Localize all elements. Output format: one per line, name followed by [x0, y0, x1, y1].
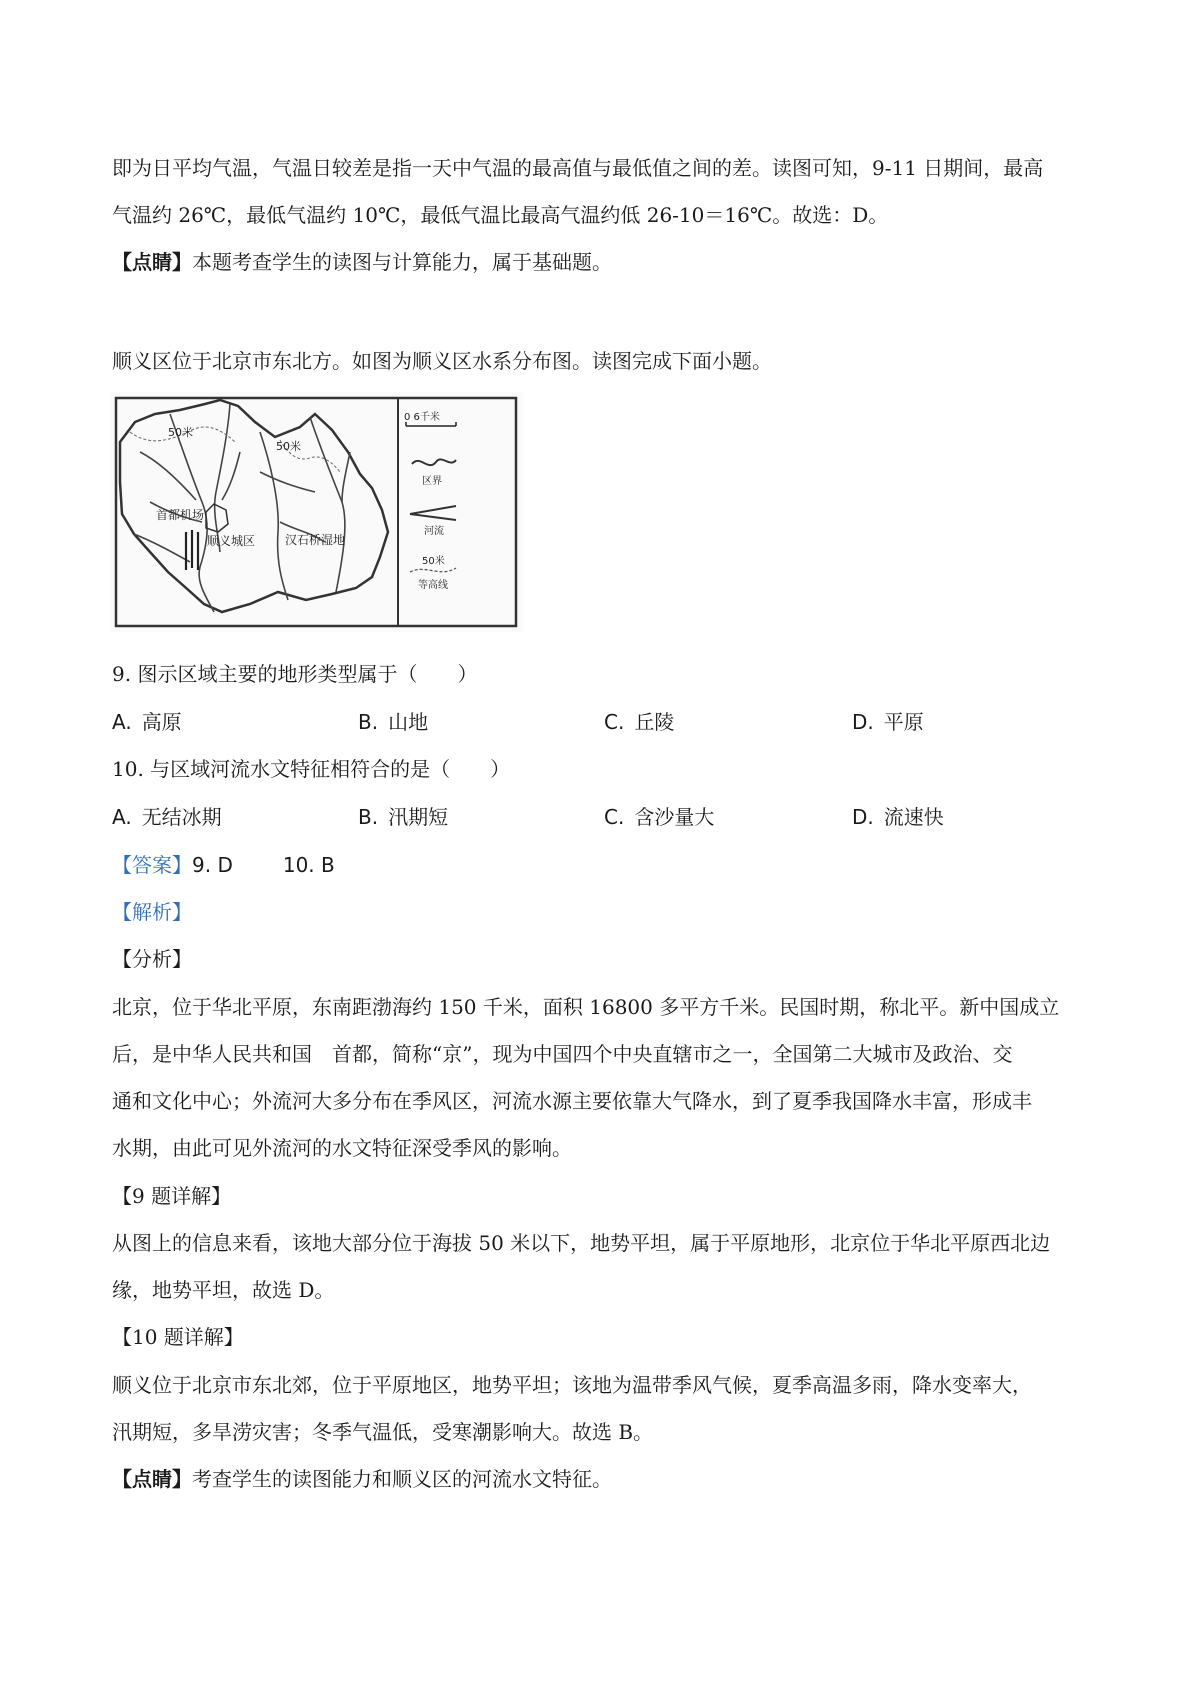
final-comment-text: 考查学生的读图能力和顺义区的河流水文特征。 — [192, 1467, 612, 1491]
q10-option-c[interactable]: C. 含沙量大 — [604, 805, 715, 829]
river-legend-label: 河流 — [424, 526, 444, 537]
map-svg — [110, 392, 523, 632]
prev-line-2: 气温约 26℃，最低气温约 10℃，最低气温比最高气温约低 26-10＝16℃。故选：D。 — [112, 203, 889, 227]
q9-detail-tag: 【9 题详解】 — [112, 1184, 232, 1208]
answer-tag: 【答案】 — [112, 853, 192, 877]
prev-comment — [112, 248, 612, 276]
q9-option-c[interactable]: C. 丘陵 — [604, 710, 675, 734]
answer-line — [112, 851, 335, 879]
prev-line-1: 即为日平均气温，气温日较差是指一天中气温的最高值与最低值之间的差。读图可知，9-11 日期间，最高 — [112, 156, 1044, 180]
fenxi-line-1: 北京，位于华北平原，东南距渤海约 150 千米，面积 16800 多平方千米。民国时期，称北平。新中国成立 — [112, 995, 1060, 1019]
contour-label-1: 50米 — [168, 426, 193, 439]
shunyi-water-system-map — [110, 392, 523, 632]
town-label: 顺义城区 — [207, 534, 256, 548]
contour-legend-value: 50米 — [422, 556, 445, 567]
question-9-stem: 9. 图示区域主要的地形类型属于（ ） — [112, 662, 478, 686]
q10-option-d[interactable]: D. 流速快 — [852, 805, 944, 829]
final-comment — [112, 1465, 612, 1493]
fenxi-line-4: 水期，由此可见外流河的水文特征深受季风的影响。 — [112, 1136, 572, 1160]
fenxi-tag: 【分析】 — [112, 947, 192, 971]
contour-legend-label: 等高线 — [418, 580, 448, 591]
airport-label: 首都机场 — [156, 508, 205, 522]
q9-option-d[interactable]: D. 平原 — [852, 710, 924, 734]
q10-detail-line-2: 汛期短，多旱涝灾害；冬季气温低，受寒潮影响大。故选 B。 — [112, 1420, 654, 1444]
fenxi-line-3: 通和文化中心；外流河大多分布在季风区，河流水源主要依靠大气降水，到了夏季我国降水丰富，形成丰 — [112, 1089, 1032, 1113]
answer-9: 9. D — [192, 853, 233, 877]
contour-label-2: 50米 — [276, 440, 301, 453]
q9-option-a[interactable]: A. 高原 — [112, 710, 182, 734]
prev-comment-text: 本题考查学生的读图与计算能力，属于基础题。 — [192, 250, 612, 274]
q10-detail-tag: 【10 题详解】 — [112, 1325, 244, 1349]
q9-detail-line-2: 缘，地势平坦，故选 D。 — [112, 1278, 335, 1302]
q9-option-b[interactable]: B. 山地 — [358, 710, 429, 734]
question-10-stem: 10. 与区域河流水文特征相符合的是（ ） — [112, 757, 511, 781]
prev-comment-tag: 【点睛】 — [112, 250, 192, 274]
q10-option-b[interactable]: B. 汛期短 — [358, 805, 449, 829]
q10-option-a[interactable]: A. 无结冰期 — [112, 805, 222, 829]
scale-label: 0 6千米 — [404, 412, 440, 423]
boundary-legend-label: 区界 — [422, 476, 442, 487]
q9-detail-line-1: 从图上的信息来看，该地大部分位于海拔 50 米以下，地势平坦，属于平原地形，北京位于华北平原西北边 — [112, 1231, 1051, 1255]
wetland-label: 汉石桥湿地 — [285, 533, 346, 547]
analysis-tag: 【解析】 — [112, 900, 192, 924]
fenxi-line-2: 后，是中华人民共和国 首都，简称“京”，现为中国四个中央直辖市之一，全国第二大城市及政治、交 — [112, 1042, 1013, 1066]
final-comment-tag: 【点睛】 — [112, 1467, 192, 1491]
question-intro: 顺义区位于北京市东北方。如图为顺义区水系分布图。读图完成下面小题。 — [112, 349, 772, 373]
answer-10: 10. B — [282, 853, 335, 877]
q10-detail-line-1: 顺义位于北京市东北郊，位于平原地区，地势平坦；该地为温带季风气候，夏季高温多雨，降水变率大， — [112, 1373, 1032, 1397]
